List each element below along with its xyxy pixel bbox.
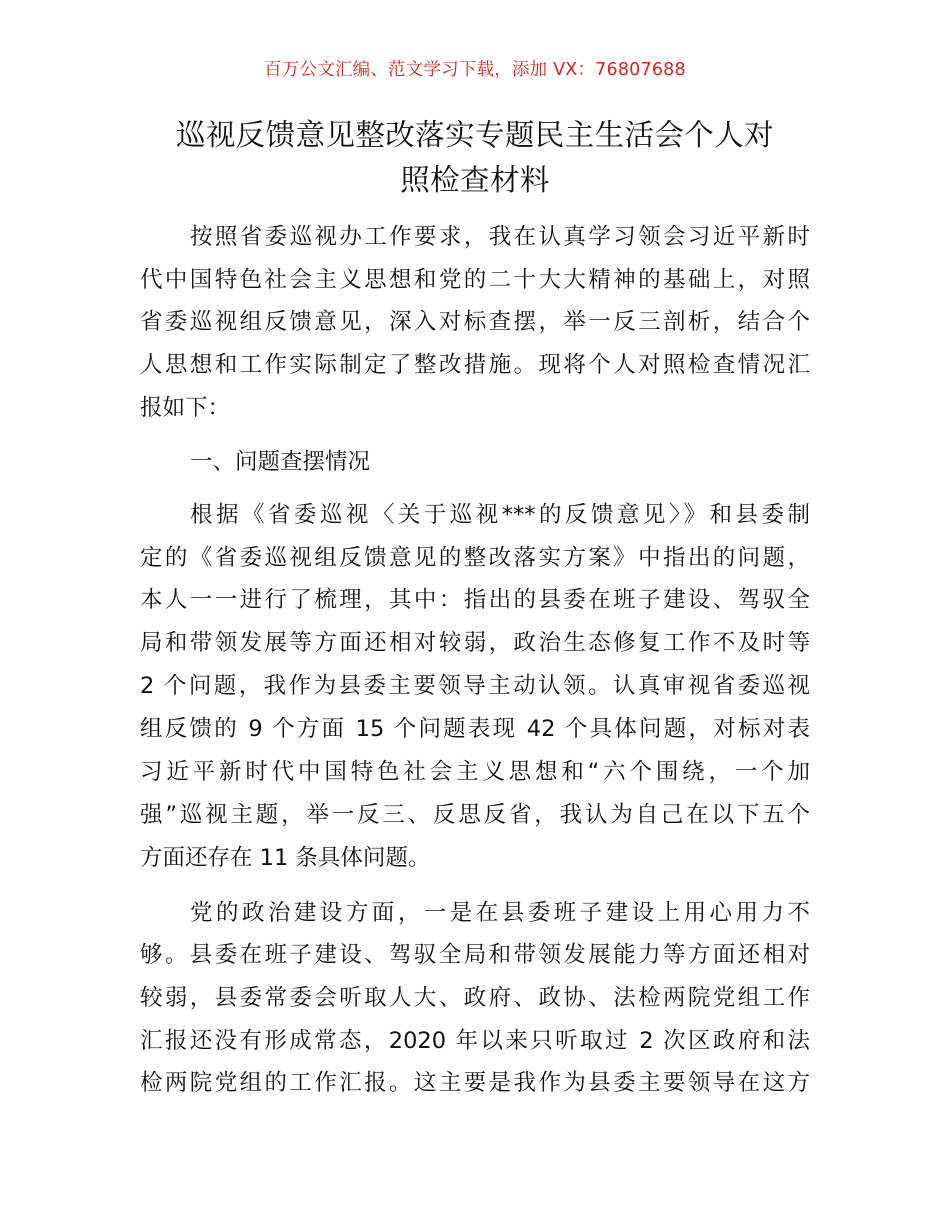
document-title-line-1: 巡视反馈意见整改落实专题民主生活会个人对: [175, 118, 774, 152]
promo-banner-text: 百万公文汇编、范文学习下载，添加 VX：76807688: [264, 60, 686, 80]
section-heading: 一、问题查摆情况: [190, 449, 371, 475]
paragraph-line: 组反馈的 9 个方面 15 个问题表现 42 个具体问题，对标对表: [140, 716, 810, 742]
paragraph-line: 本人一一进行了梳理，其中：指出的县委在班子建设、驾驭全: [140, 587, 810, 613]
paragraph-line: 够。县委在班子建设、驾驭全局和带领发展能力等方面还相对: [140, 942, 810, 968]
paragraph-line: 定的《省委巡视组反馈意见的整改落实方案》中指出的问题，: [140, 545, 810, 571]
paragraph-line: 人思想和工作实际制定了整改措施。现将个人对照检查情况汇: [140, 352, 810, 378]
paragraph-line: 强”巡视主题，举一反三、反思反省，我认为自己在以下五个: [140, 802, 810, 828]
paragraph-line: 检两院党组的工作汇报。这主要是我作为县委主要领导在这方: [140, 1070, 810, 1096]
paragraph-line: 报如下：: [140, 395, 231, 421]
paragraph-line: 2 个问题，我作为县委主要领导主动认领。认真审视省委巡视: [140, 673, 810, 699]
paragraph-line: 省委巡视组反馈意见，深入对标查摆，举一反三剖析，结合个: [140, 309, 810, 335]
promo-banner: [0, 57, 950, 83]
paragraph-line: 局和带领发展等方面还相对较弱，政治生态修复工作不及时等: [140, 630, 810, 656]
paragraph-line: 较弱，县委常委会听取人大、政府、政协、法检两院党组工作: [140, 985, 810, 1011]
document-title-line-2: 照检查材料: [400, 163, 550, 197]
paragraph-line: 汇报还没有形成常态，2020 年以来只听取过 2 次区政府和法: [140, 1028, 810, 1054]
paragraph-line: 按照省委巡视办工作要求，我在认真学习领会习近平新时: [190, 224, 810, 250]
paragraph-line: 根据《省委巡视〈关于巡视***的反馈意见〉》和县委制: [190, 502, 810, 528]
paragraph-line: 党的政治建设方面，一是在县委班子建设上用心用力不: [190, 900, 810, 926]
paragraph-line: 代中国特色社会主义思想和党的二十大大精神的基础上，对照: [140, 267, 810, 293]
paragraph-line: 习近平新时代中国特色社会主义思想和“六个围绕，一个加: [140, 759, 810, 785]
paragraph-line: 方面还存在 11 条具体问题。: [140, 845, 431, 871]
